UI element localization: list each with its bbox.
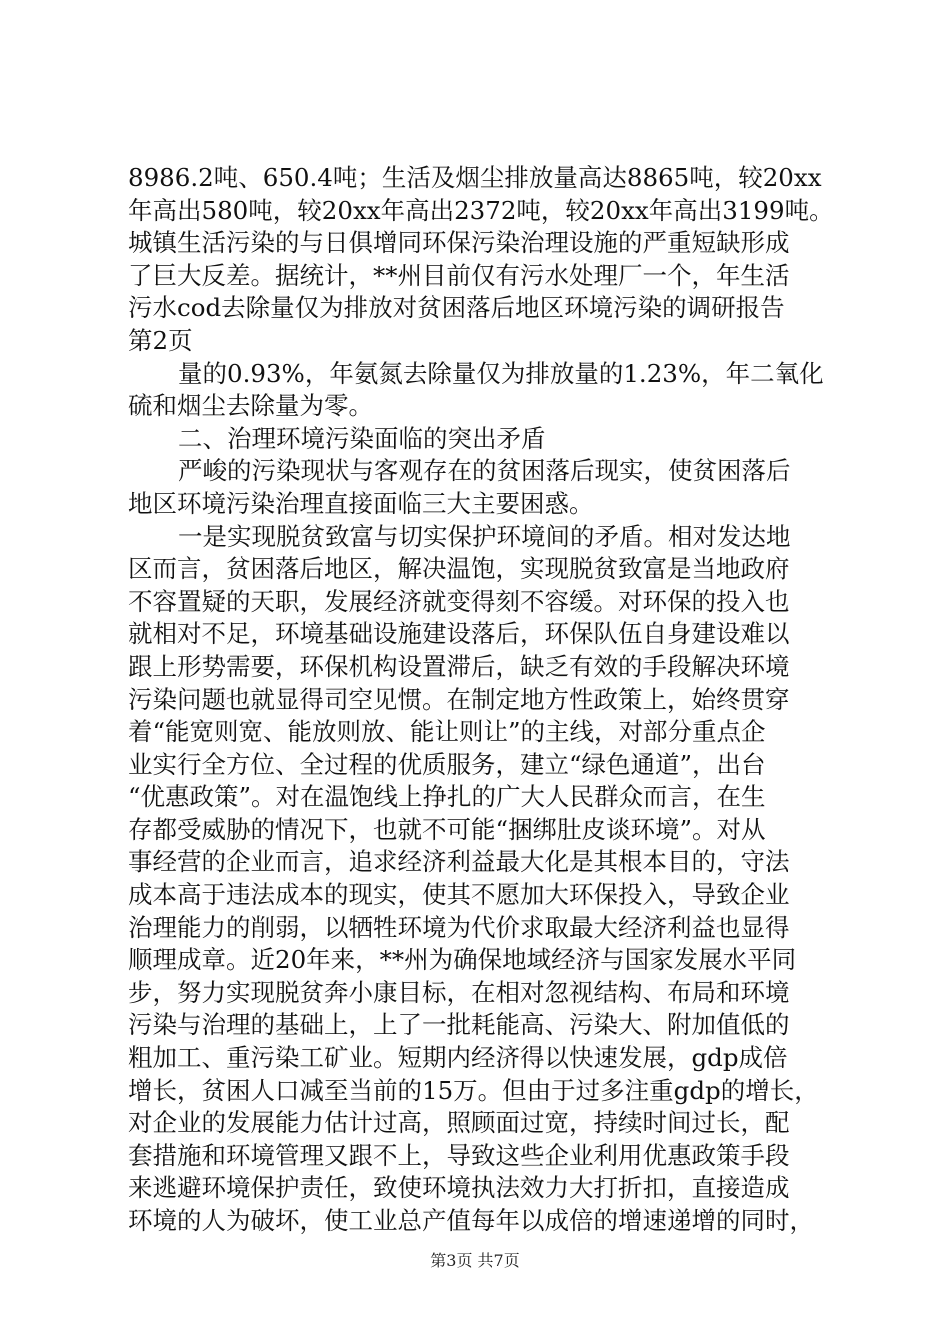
text-line: 成本高于违法成本的现实，使其不愿加大环保投入，导致企业 (128, 880, 790, 910)
text-line: 业实行全方位、全过程的优质服务，建立“绿色通道”，出台 (128, 749, 766, 779)
text-line: 跟上形势需要，环保机构设置滞后，缺乏有效的手段解决环境 (128, 651, 790, 681)
text-line: 一是实现脱贫致富与切实保护环境间的矛盾。相对发达地 (178, 521, 791, 551)
text-line: 来逃避环境保护责任，致使环境执法效力大打折扣，直接造成 (128, 1173, 790, 1203)
text-line: 污染问题也就显得司空见惯。在制定地方性政策上，始终贯穿 (128, 684, 790, 714)
text-line: 事经营的企业而言，追求经济利益最大化是其根本目的，守法 (128, 847, 790, 877)
text-line: 顺理成章。近20年来，**州为确保地域经济与国家发展水平同 (128, 945, 797, 975)
text-line: 增长，贫困人口减至当前的15万。但由于过多注重gdp的增长， (128, 1075, 819, 1105)
text-line: 8986.2吨、650.4吨；生活及烟尘排放量高达8865吨，较20xx (128, 163, 822, 192)
text-line: 年高出580吨，较20xx年高出2372吨，较20xx年高出3199吨。 (128, 195, 834, 225)
text-line: 地区环境污染治理直接面临三大主要困惑。 (128, 488, 594, 518)
text-line: 污水cod去除量仅为排放对贫困落后地区环境污染的调研报告 (128, 293, 785, 323)
text-line: 量的0.93%，年氨氮去除量仅为排放量的1.23%，年二氧化 (178, 358, 824, 388)
text-line: 着“能宽则宽、能放则放、能让则让”的主线，对部分重点企 (128, 717, 766, 747)
text-line: 二、治理环境污染面临的突出矛盾 (178, 423, 546, 453)
text-line: 严峻的污染现状与客观存在的贫困落后现实，使贫困落后 (178, 456, 791, 486)
text-line: 存都受威胁的情况下，也就不可能“捆绑肚皮谈环境”。对从 (128, 814, 766, 844)
text-line: 粗加工、重污染工矿业。短期内经济得以快速发展，gdp成倍 (128, 1043, 788, 1073)
text-line: 城镇生活污染的与日俱增同环保污染治理设施的严重短缺形成 (128, 228, 790, 258)
text-line: 对企业的发展能力估计过高，照顾面过宽，持续时间过长，配 (128, 1108, 790, 1138)
text-line: 第2页 (128, 325, 193, 355)
document-body (128, 162, 834, 1238)
text-line: 污染与治理的基础上，上了一批耗能高、污染大、附加值低的 (128, 1010, 790, 1040)
text-line: 不容置疑的天职，发展经济就变得刻不容缓。对环保的投入也 (128, 586, 790, 616)
text-line: “优惠政策”。对在温饱线上挣扎的广大人民群众而言，在生 (128, 782, 766, 812)
text-line: 治理能力的削弱，以牺牲环境为代价求取最大经济利益也显得 (128, 912, 790, 942)
text-line: 区而言，贫困落后地区，解决温饱，实现脱贫致富是当地政府 (128, 554, 790, 584)
text-line: 就相对不足，环境基础设施建设落后，环保队伍自身建设难以 (128, 619, 790, 649)
page-footer: 第3页 共7页 (430, 1251, 520, 1270)
text-line: 步，努力实现脱贫奔小康目标，在相对忽视结构、布局和环境 (128, 977, 790, 1007)
text-line: 环境的人为破坏，使工业总产值每年以成倍的增速递增的同时， (128, 1206, 814, 1235)
text-line: 套措施和环境管理又跟不上，导致这些企业利用优惠政策手段 (128, 1140, 790, 1170)
text-line: 硫和烟尘去除量为零。 (128, 391, 373, 421)
text-line: 了巨大反差。据统计，**州目前仅有污水处理厂一个，年生活 (128, 260, 790, 290)
